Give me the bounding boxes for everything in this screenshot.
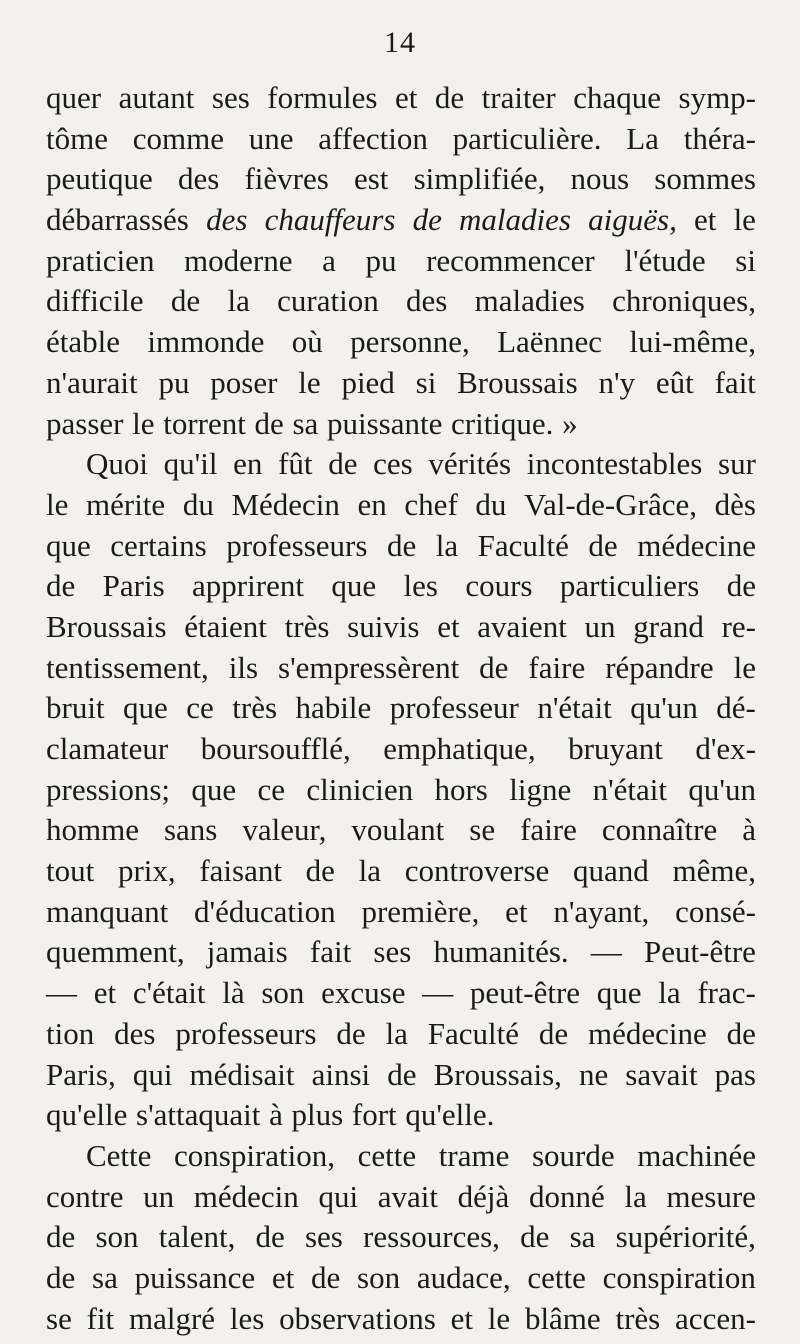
word: simplifiée, — [413, 161, 546, 197]
word: Broussais — [457, 364, 578, 400]
word: sa — [92, 1259, 118, 1295]
word: son — [357, 1259, 401, 1295]
word: apprirent — [192, 568, 304, 604]
text-line — [46, 200, 756, 241]
text-line — [46, 1299, 756, 1340]
word: la — [385, 1015, 408, 1051]
word: curation — [277, 283, 379, 319]
word: c'était — [132, 975, 206, 1011]
word: la — [658, 975, 681, 1011]
word: et — [694, 202, 717, 238]
word: médecine — [637, 527, 756, 563]
word: fit — [86, 1300, 115, 1336]
word: tion — [46, 1015, 95, 1051]
word: trame — [438, 1137, 510, 1173]
word: là — [222, 975, 245, 1011]
page-number: 14 — [384, 26, 416, 59]
word: Médecin — [231, 486, 340, 522]
word: et — [505, 893, 528, 929]
word: des — [114, 1015, 156, 1051]
word: contre — [46, 1178, 124, 1214]
word: de — [386, 527, 417, 563]
word: prix, — [117, 853, 176, 889]
word: de — [412, 202, 442, 238]
word: sa — [292, 405, 319, 441]
word: de — [726, 568, 756, 604]
word: une — [248, 120, 294, 156]
word: se — [469, 812, 496, 848]
word: étable — [46, 324, 121, 360]
word: faisant — [199, 853, 282, 889]
word: clinicien — [306, 771, 414, 807]
word: pu — [365, 242, 397, 278]
word: clamateur — [46, 731, 169, 766]
word: ses — [373, 934, 412, 970]
word: qu'un — [688, 771, 756, 807]
word: pu — [158, 364, 190, 400]
word: la — [435, 527, 459, 563]
word: d'ex- — [695, 731, 756, 766]
word: sourde — [531, 1137, 615, 1173]
word: que — [191, 771, 237, 807]
word: d'éducation — [194, 893, 336, 929]
word: de — [434, 80, 465, 115]
word: pied — [341, 364, 395, 400]
text-line — [46, 729, 756, 770]
word: sa — [569, 1219, 596, 1255]
word: de — [46, 568, 76, 604]
word: Faculté — [477, 527, 569, 563]
text-line — [46, 566, 756, 607]
word: que — [331, 568, 377, 604]
word: Quoi — [86, 446, 148, 482]
word: traiter — [481, 80, 556, 115]
text-line — [46, 485, 756, 526]
word: du — [475, 486, 507, 522]
word: Broussais, — [433, 1056, 562, 1092]
word: Paris, — [46, 1056, 116, 1092]
word: certains — [110, 527, 207, 563]
word: faire — [520, 812, 577, 848]
word: faire — [528, 649, 586, 685]
text-line — [46, 444, 756, 485]
text-line — [46, 241, 756, 282]
text-line — [46, 78, 756, 119]
word: répandre — [605, 649, 714, 685]
word: blâme — [524, 1300, 601, 1336]
word: à — [269, 1097, 283, 1133]
word: ils — [228, 649, 259, 685]
text-line — [46, 159, 756, 200]
word: — — [46, 975, 77, 1011]
word: médecine — [588, 1015, 707, 1051]
word: maladies — [459, 202, 571, 238]
word: les — [229, 1300, 265, 1336]
word: de — [520, 1219, 550, 1255]
word: de — [170, 283, 201, 319]
text-line — [46, 607, 756, 648]
word: vérités — [428, 446, 512, 482]
word: de — [538, 1015, 569, 1051]
word: connaître — [601, 812, 718, 848]
word: de — [46, 1259, 76, 1295]
text-line — [46, 281, 756, 322]
word: même, — [672, 853, 756, 889]
word: incontestables — [526, 446, 703, 482]
word: ces — [373, 446, 413, 482]
word: pas — [714, 1056, 756, 1092]
word: personne, — [350, 324, 470, 360]
word: » — [562, 405, 578, 441]
word: que — [123, 690, 168, 726]
text-line — [46, 973, 756, 1014]
text-line — [46, 1217, 756, 1258]
word: controverse — [404, 853, 550, 889]
text-line — [46, 526, 756, 567]
word: de — [588, 527, 618, 563]
word: sans — [163, 812, 218, 848]
word: grand — [633, 608, 704, 644]
word: particuliers — [559, 568, 700, 604]
word: suivis — [347, 608, 420, 644]
text-line — [46, 1014, 756, 1055]
text-line — [46, 770, 756, 811]
word: n'était — [592, 771, 668, 807]
word: fièvres — [244, 161, 329, 197]
word: La — [626, 120, 659, 156]
text-line — [46, 932, 756, 973]
word: se — [46, 1300, 72, 1336]
word: déjà — [457, 1178, 510, 1214]
word: peut-être — [469, 975, 581, 1011]
word: tentissement, — [46, 649, 209, 685]
word: des — [177, 161, 220, 197]
word: dès — [714, 486, 756, 522]
word: a — [322, 242, 336, 278]
word: le — [733, 649, 756, 685]
word: quemment, — [46, 934, 185, 970]
word: n'était — [537, 690, 612, 726]
word: de — [46, 1219, 76, 1255]
word: bruyant — [568, 731, 663, 766]
text-line — [46, 1095, 756, 1136]
word: le — [487, 1300, 511, 1336]
word: théra- — [683, 120, 756, 156]
word: qu'il — [163, 446, 218, 482]
word: pressions; — [46, 771, 170, 807]
word: bruit — [46, 690, 105, 726]
word: fait — [309, 934, 352, 970]
word: le — [46, 486, 69, 522]
word: débarrassés — [46, 202, 189, 238]
text-line — [46, 1055, 756, 1096]
word: talent, — [158, 1219, 236, 1255]
word: donné — [528, 1178, 605, 1214]
word: première, — [361, 893, 480, 929]
word: voulant — [351, 812, 445, 848]
word: qui — [318, 1178, 359, 1214]
word: ligne — [509, 771, 572, 807]
word: qu'un — [630, 690, 698, 726]
word: Laënnec — [497, 324, 603, 360]
word: lui-même, — [629, 324, 756, 360]
text-line — [46, 404, 756, 445]
word: les — [403, 568, 438, 604]
word: ses — [304, 1219, 343, 1255]
word: malgré — [128, 1300, 216, 1336]
word: ce — [257, 771, 286, 807]
word: boursoufflé, — [200, 731, 351, 766]
word: emphatique, — [383, 731, 536, 766]
word: très — [615, 1300, 661, 1336]
word: est — [353, 161, 389, 197]
word: mesure — [666, 1178, 756, 1214]
word: conspiration, — [174, 1137, 336, 1173]
word: homme — [46, 812, 139, 848]
text-line — [46, 810, 756, 851]
word: professeur — [389, 690, 519, 726]
word: chaque — [573, 80, 661, 115]
word: Val-de-Grâce, — [524, 486, 697, 522]
word: — — [590, 934, 622, 970]
word: ressources, — [363, 1219, 500, 1255]
word: si — [735, 242, 756, 278]
text-line — [46, 688, 756, 729]
word: qu'elle. — [405, 1097, 495, 1133]
word: recommencer — [426, 242, 595, 278]
word: cette — [527, 1259, 586, 1295]
text-line — [46, 851, 756, 892]
word: peutique — [46, 161, 153, 197]
word: torrent — [163, 405, 246, 441]
word: nous — [570, 161, 630, 197]
word: de — [305, 853, 335, 889]
word: des — [406, 283, 448, 319]
word: praticien — [46, 242, 155, 278]
text-line — [46, 1177, 756, 1218]
word: tôme — [46, 120, 108, 156]
text-line — [46, 322, 756, 363]
word: de — [336, 1015, 366, 1051]
word: puissante — [326, 405, 443, 441]
word: supériorité, — [615, 1219, 756, 1255]
word: audace, — [416, 1259, 511, 1295]
word: qu'elle — [46, 1097, 128, 1133]
word: aiguës, — [588, 202, 677, 238]
word: sommes — [654, 161, 756, 197]
word: n'aurait — [46, 364, 138, 400]
word: habile — [295, 690, 372, 726]
word: machinée — [637, 1137, 756, 1173]
word: — — [422, 975, 454, 1011]
word: l'étude — [624, 242, 706, 278]
word: puissance — [134, 1259, 256, 1295]
word: affection — [318, 120, 428, 156]
word: où — [291, 324, 323, 360]
word: frac- — [697, 975, 756, 1011]
word: très — [284, 608, 330, 644]
word: ainsi — [311, 1056, 371, 1092]
word: s'attaquait — [136, 1097, 261, 1133]
word: valeur, — [242, 812, 327, 848]
text-body — [46, 78, 756, 1339]
word: re- — [721, 608, 756, 644]
word: son — [95, 1219, 139, 1255]
word: ne — [578, 1056, 609, 1092]
word: et — [271, 1259, 295, 1295]
text-line — [46, 1136, 756, 1177]
word: autant — [118, 80, 195, 115]
word: difficile — [46, 283, 144, 319]
word: avaient — [477, 608, 567, 644]
word: le — [733, 202, 756, 238]
word: dé- — [716, 690, 756, 726]
word: particulière. — [452, 120, 602, 156]
word: médecin — [193, 1178, 299, 1214]
word: formules — [267, 80, 378, 115]
word: la — [227, 283, 250, 319]
word: jamais — [206, 934, 288, 970]
word: en — [357, 486, 387, 522]
word: et — [450, 1300, 473, 1336]
word: s'empressèrent — [278, 649, 460, 685]
word: de — [726, 1015, 756, 1051]
word: de — [328, 446, 358, 482]
word: immonde — [147, 324, 265, 360]
word: très — [232, 690, 278, 726]
word: maladies — [474, 283, 585, 319]
word: observations — [279, 1300, 436, 1336]
word: quand — [573, 853, 649, 889]
word: Broussais — [46, 608, 167, 644]
word: Cette — [86, 1137, 152, 1173]
word: un — [143, 1178, 175, 1214]
word: de — [254, 405, 284, 441]
word: son — [261, 975, 305, 1011]
word: professeurs — [175, 1015, 317, 1051]
text-line — [46, 648, 756, 689]
word: fût — [278, 446, 313, 482]
word: en — [233, 446, 263, 482]
word: des — [206, 202, 248, 238]
word: n'y — [598, 364, 636, 400]
text-line — [46, 363, 756, 404]
word: fait — [714, 364, 756, 400]
word: si — [415, 364, 437, 400]
word: et — [437, 608, 460, 644]
word: sur — [718, 446, 756, 482]
text-line — [46, 892, 756, 933]
word: de — [311, 1259, 341, 1295]
word: étaient — [184, 608, 267, 644]
word: critique. — [451, 405, 554, 441]
word: n'ayant, — [553, 893, 650, 929]
word: que — [46, 527, 91, 563]
word: de — [255, 1219, 285, 1255]
text-line — [46, 119, 756, 160]
word: consé- — [675, 893, 756, 929]
word: eût — [655, 364, 694, 400]
word: et — [93, 975, 117, 1011]
word: du — [182, 486, 214, 522]
word: médisait — [189, 1056, 295, 1092]
word: que — [596, 975, 642, 1011]
word: excuse — [321, 975, 406, 1011]
word: la — [358, 853, 382, 889]
word: chroniques, — [612, 283, 756, 319]
word: fort — [351, 1097, 397, 1133]
word: savait — [625, 1056, 698, 1092]
word: ce — [186, 690, 214, 726]
word: un — [584, 608, 616, 644]
word: moderne — [184, 242, 293, 278]
word: la — [624, 1178, 647, 1214]
word: passer — [46, 405, 124, 441]
word: mérite — [86, 486, 166, 522]
word: de — [479, 649, 509, 685]
word: chauffeurs — [264, 202, 396, 238]
word: conspiration — [602, 1259, 756, 1295]
word: comme — [132, 120, 224, 156]
word: qui — [132, 1056, 173, 1092]
word: plus — [291, 1097, 344, 1133]
word: Faculté — [427, 1015, 520, 1051]
word: à — [742, 812, 756, 848]
text-line — [46, 1258, 756, 1299]
word: avait — [377, 1178, 438, 1214]
word: accen- — [675, 1300, 756, 1336]
word: tout — [46, 853, 95, 889]
word: manquant — [46, 893, 169, 929]
word: hors — [434, 771, 488, 807]
word: chef — [404, 486, 458, 522]
word: poser — [210, 364, 278, 400]
word: symp- — [678, 80, 756, 115]
word: ses — [211, 80, 250, 115]
word: cette — [357, 1137, 417, 1173]
word: le — [298, 364, 321, 400]
word: professeurs — [226, 527, 368, 563]
word: le — [132, 405, 155, 441]
word: Paris — [102, 568, 165, 604]
word: de — [387, 1056, 417, 1092]
word: cours — [465, 568, 533, 604]
word: quer — [46, 80, 102, 115]
word: humanités. — [433, 934, 569, 970]
word: et — [395, 80, 418, 115]
word: Peut-être — [644, 934, 756, 970]
